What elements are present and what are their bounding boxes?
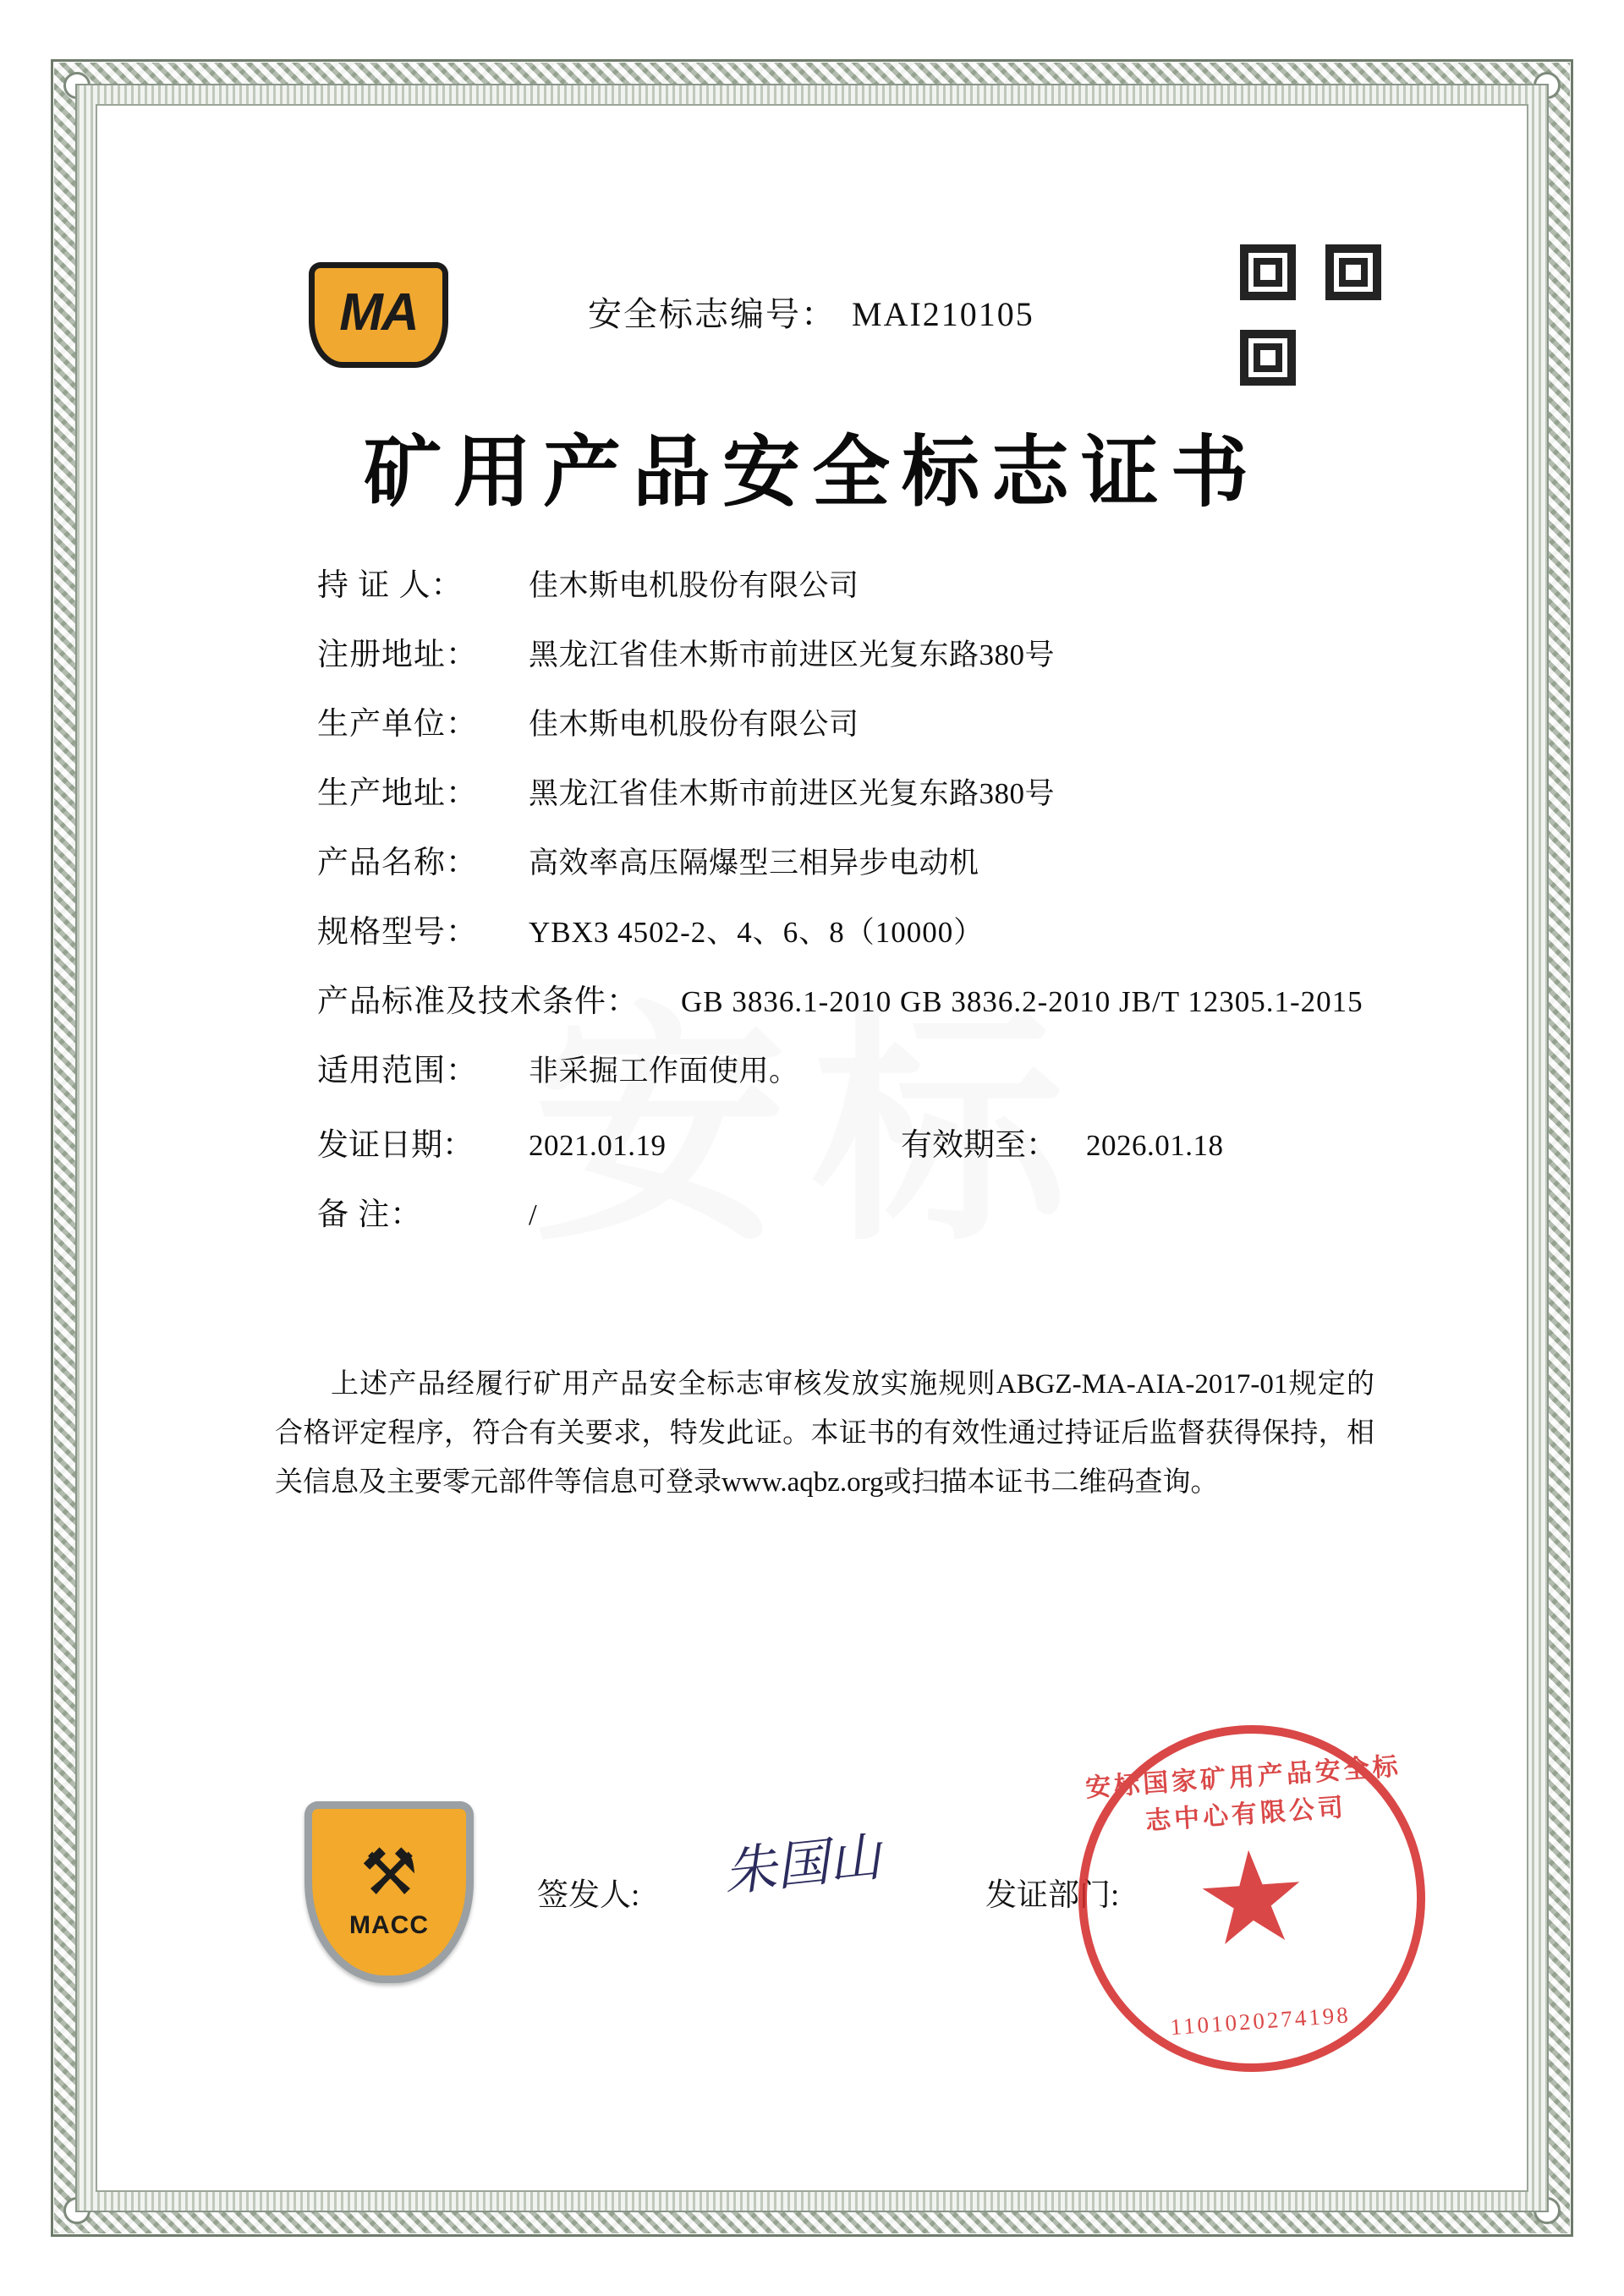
field-list	[224, 559, 1400, 1234]
decorative-border-middle	[75, 84, 1549, 2212]
certificate-body	[96, 104, 1528, 2192]
field-label-holder: 持 证 人：	[317, 568, 464, 603]
field-value-production-address: 黑龙江省佳木斯市前进区光复东路380号	[529, 777, 1056, 810]
statement-text: 上述产品经履行矿用产品安全标志审核发放实施规则ABGZ-MA-AIA-2017-01规定的合格评定程序，符合有关要求，特发此证。本证书的有效性通过持证后监督获得保持，相关信息及主要零元部件等信息可登录www.aqbz.org或扫描本证书二维码查询。	[275, 1369, 1374, 1498]
statement-block	[224, 1361, 1400, 1507]
field-value-scope: 非采掘工作面使用。	[529, 1055, 799, 1088]
field-row	[317, 628, 1383, 674]
field-label-production-address: 生产地址：	[317, 776, 478, 811]
certificate-content	[224, 241, 1400, 2047]
official-red-seal	[1067, 1713, 1437, 2084]
field-row	[317, 906, 1383, 951]
field-label-scope: 适用范围：	[317, 1054, 478, 1088]
certificate-number-value: MAI210105	[852, 295, 1034, 333]
certificate-number	[588, 288, 1034, 336]
ma-logo	[309, 262, 448, 368]
field-label-registered-address: 注册地址：	[317, 638, 478, 672]
field-row	[317, 836, 1383, 882]
macc-logo-text: MACC	[349, 1911, 429, 1939]
field-value-standards: GB 3836.1-2010 GB 3836.2-2010 JB/T 12305.1-2015	[681, 985, 1363, 1018]
field-value-model: YBX3 4502-2、4、6、8（10000）	[529, 916, 985, 949]
star-icon: ★	[1189, 1821, 1314, 1976]
field-value-holder: 佳木斯电机股份有限公司	[529, 569, 859, 602]
field-label-issue-date: 发证日期：	[317, 1128, 474, 1163]
qr-finder-bottom-left	[1240, 330, 1296, 386]
seal-top-text: 安标国家矿用产品安全标志中心有限公司	[1084, 1752, 1402, 1836]
field-value-remark: /	[529, 1198, 538, 1231]
ma-logo-text: MA	[339, 282, 418, 342]
decorative-border-outer	[51, 59, 1573, 2237]
macc-shield-icon	[304, 1801, 474, 1983]
macc-logo	[304, 1801, 474, 1983]
field-value-issue-date: 2021.01.19	[529, 1129, 667, 1162]
field-row	[317, 767, 1383, 813]
field-label-manufacturer: 生产单位：	[317, 707, 478, 742]
field-row-remark	[317, 1188, 1383, 1234]
crossed-pickaxe-icon: ⚒	[359, 1834, 419, 1910]
certificate-header	[224, 241, 1400, 402]
field-label-model: 规格型号：	[317, 915, 478, 950]
field-label-expiry-date: 有效期至：	[901, 1128, 1057, 1163]
field-value-product-name: 高效率高压隔爆型三相异步电动机	[529, 847, 979, 879]
field-row	[317, 1044, 1383, 1090]
issuing-department-label: 发证部门:	[985, 1878, 1120, 1913]
field-row	[317, 975, 1383, 1021]
signer-label: 签发人:	[537, 1878, 640, 1913]
handwritten-signature: 朱国山	[721, 1828, 884, 1903]
field-label-remark: 备 注：	[317, 1197, 423, 1232]
seal-bottom-text: 1101020274198	[1169, 2002, 1352, 2041]
field-label-product-name: 产品名称：	[317, 846, 478, 880]
field-value-registered-address: 黑龙江省佳木斯市前进区光复东路380号	[529, 638, 1056, 671]
field-value-expiry-date: 2026.01.18	[1086, 1129, 1224, 1162]
field-label-standards: 产品标准及技术条件：	[317, 984, 639, 1019]
field-row	[317, 698, 1383, 743]
certificate-footer	[224, 1742, 1402, 2041]
field-value-manufacturer: 佳木斯电机股份有限公司	[529, 708, 859, 741]
ma-shield-icon	[309, 262, 448, 368]
certificate-number-label: 安全标志编号：	[588, 295, 837, 333]
page-title: 矿用产品安全标志证书	[363, 430, 1260, 516]
field-row-dates	[317, 1119, 1383, 1164]
field-row	[317, 559, 1383, 605]
qr-code-icon[interactable]	[1237, 241, 1385, 389]
